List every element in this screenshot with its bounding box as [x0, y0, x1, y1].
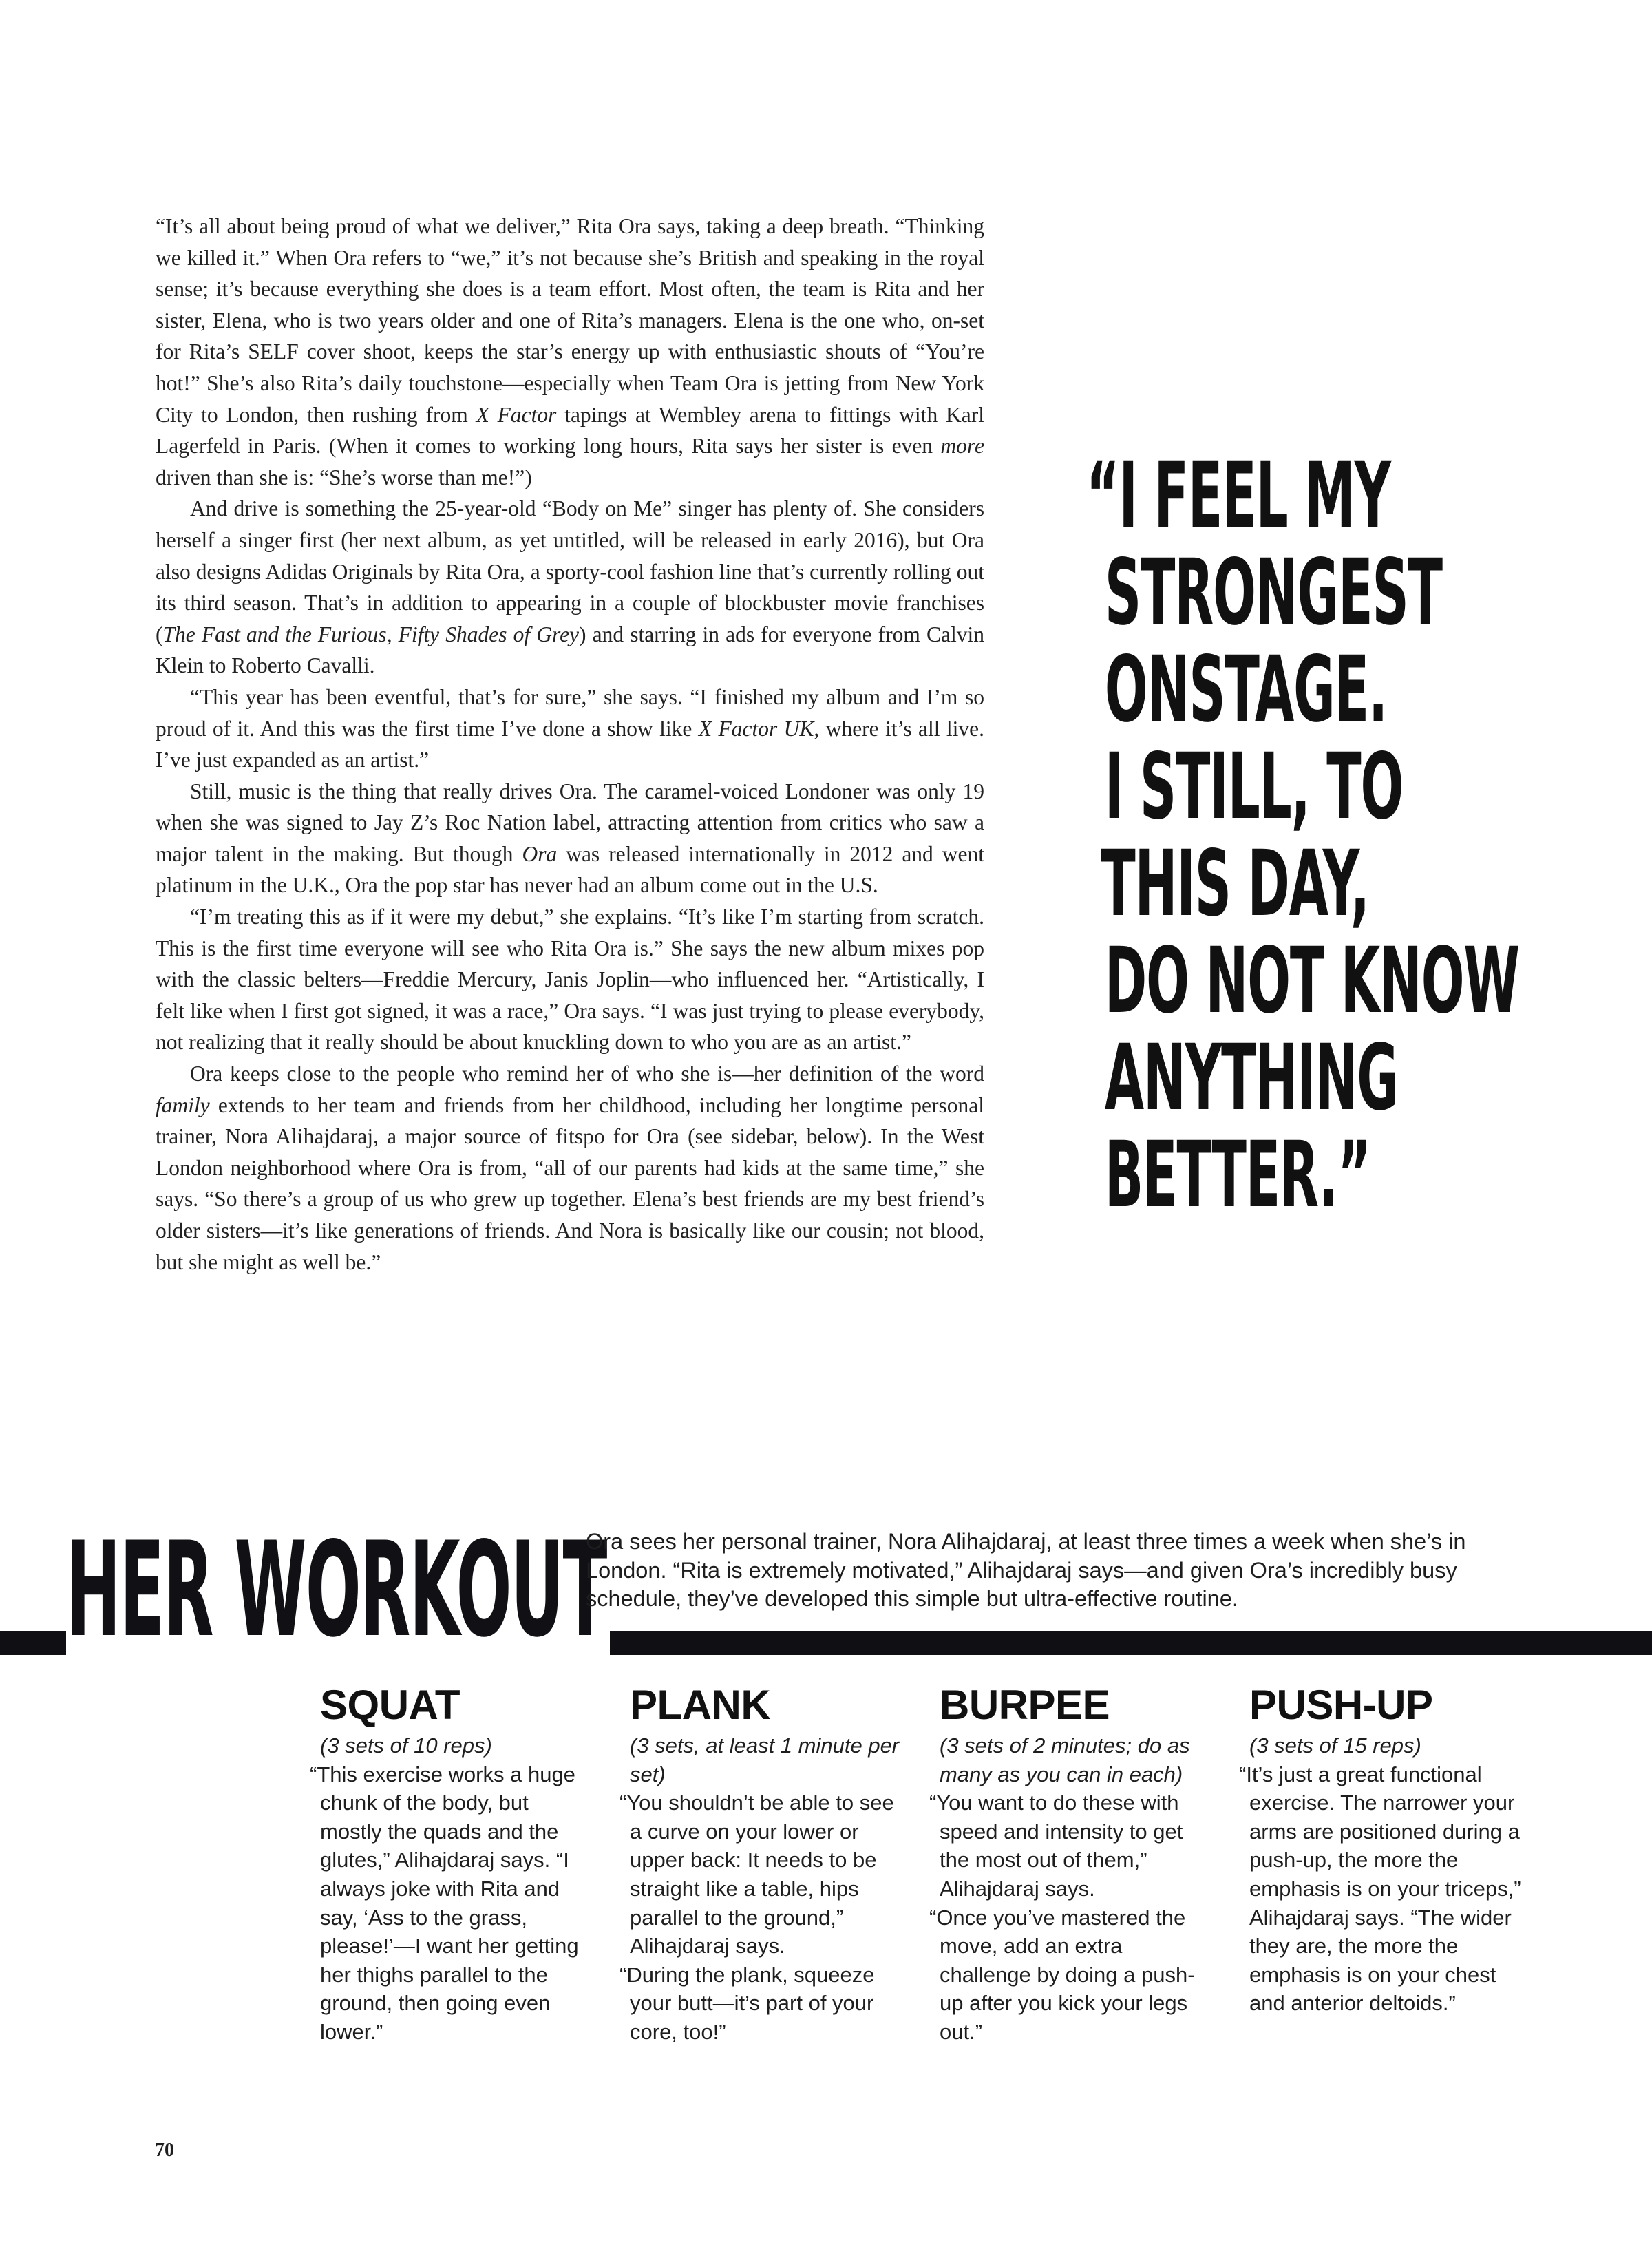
text-run: driven than she is: “She’s worse than me!”) — [156, 465, 532, 489]
pull-quote-line: I STILL, TO — [1104, 734, 1404, 840]
page-number: 70 — [155, 2140, 174, 2161]
pull-quote-line: STRONGEST — [1104, 540, 1442, 646]
text-run: extends to her team and friends from her childhood, including her longtime personal trainer, Nora Alihajdaraj, a major source of fitspo for Ora (see sidebar, below). In the West London neighborhood where Ora is from, “all of our parents had kids at the same time,” she says. “So there’s a group of us who grew up together. Elena’s best friends are my best friend’s older sisters—it’s like generations of friends. And Nora is basically like our cousin; not blood, but she might as well be.” — [156, 1093, 984, 1274]
exercise-quote: “You want to do these with speed and intensity to get the most out of them,” Alihajdaraj says. — [929, 1791, 1183, 1901]
exercise-sets: (3 sets of 10 reps) — [320, 1733, 492, 1758]
exercise-name: PLANK — [630, 1682, 771, 1728]
exercise-sets: (3 sets of 15 reps) — [1249, 1733, 1421, 1758]
text-run: And drive is something the 25-year-old “Body on Me” singer has plenty of. She considers herself a singer first (her next album, as yet untitled, will be released in early 2016), but Ora also designs Adidas Originals by Rita Ora, a sporty-cool fashion line that’s currently rolling out its third season. That’s in addition to appearing in a couple of blockbuster movie franchises ( — [156, 496, 984, 646]
exercise-quote: “This exercise works a huge chunk of the body, but mostly the quads and the glutes,” Alihajdaraj says. “I always joke with Rita and say, ‘Ass to the grass, please!’—I want her getting her thighs parallel to the ground, then going even lower.” — [310, 1762, 579, 2044]
exercise-burpee — [929, 1681, 1215, 2047]
exercise-name: PUSH-UP — [1249, 1682, 1433, 1728]
exercise-quote: “It’s just a great functional exercise. The narrower your arms are positioned during a push-up, the more the emphasis is on your triceps,” Alihajdaraj says. “The wider they are, the more the emphasis is on your chest and anterior deltoids.” — [1239, 1762, 1521, 2016]
pull-quote-line: ONSTAGE. — [1104, 637, 1388, 743]
text-run: Still, music is the thing that really drives Ora. The caramel-voiced Londoner was only 19 when she was signed to Jay Z’s Roc Nation label, attracting attention from critics who saw a major talent in the making. But though — [156, 779, 984, 866]
article-body — [156, 211, 984, 1278]
italic-text: more — [940, 434, 984, 458]
text-run: tapings at Wembley arena to fittings with Karl Lagerfeld in Paris. (When it comes to working long hours, Rita says her sister is even — [156, 402, 984, 458]
text-run: “It’s all about being proud of what we deliver,” Rita Ora says, taking a deep breath. “Thinking we killed it.” When Ora refers to “we,” it’s not because she’s British and speaking in the royal sense; it’s because everything she does is a team effort. Most often, the team is Rita and her sister, Elena, who is two years older and one of Rita’s managers. Elena is the one who, on-set for Rita’s SELF cover shoot, keeps the star’s energy up with enthusiastic shouts of “You’re hot!” She’s also Rita’s daily touchstone—especially when Team Ora is jetting from New York City to London, then rushing from — [156, 214, 984, 427]
exercise-quote: “Once you’ve mastered the move, add an extra challenge by doing a push-up after you kick your legs out.” — [929, 1905, 1195, 2044]
pull-quote-line: DO NOT KNOW — [1104, 928, 1519, 1034]
article-paragraph — [156, 776, 984, 901]
exercise-description — [310, 1760, 595, 2047]
exercise-quote: “You shouldn’t be able to see a curve on your lower or upper back: It needs to be straight like a table, hips parallel to the ground,” Alihajdaraj says. — [620, 1791, 894, 1959]
exercise-sets: (3 sets, at least 1 minute per set) — [630, 1733, 900, 1786]
italic-text: The Fast and the Furious, Fifty Shades of Grey — [162, 622, 580, 646]
article-paragraph — [156, 211, 984, 493]
text-run: “I’m treating this as if it were my debut,” she explains. “It’s like I’m starting from scratch. This is the first time everyone will see who Rita Ora is.” She says the new album mixes pop with the classic belters—Freddie Mercury, Janis Joplin—who influenced her. “Artistically, I felt like when I first got signed, it was a race,” Ora says. “I was just trying to please everybody, not realizing that it really should be about knuckling down to who you are as an artist.” — [156, 905, 984, 1055]
pull-quote-line: THIS DAY, — [1101, 831, 1369, 937]
exercise-description — [929, 1789, 1215, 2046]
article-paragraph — [156, 901, 984, 1058]
exercise-description — [1239, 1760, 1525, 2018]
exercise-sets: (3 sets of 2 minutes; do as many as you can in each) — [940, 1733, 1190, 1786]
text-run: Ora keeps close to the people who remind her of who she is—her definition of the word — [190, 1062, 984, 1086]
exercise-description — [620, 1789, 905, 2046]
italic-text: family — [156, 1093, 210, 1117]
exercise-squat — [310, 1681, 595, 2047]
italic-text: X Factor — [476, 402, 557, 427]
text-run: was released internationally in 2012 and went platinum in the U.K., Ora the pop star has never had an album come out in the U.S. — [156, 841, 984, 898]
text-run: ) and starring in ads for everyone from Calvin Klein to Roberto Cavalli. — [156, 622, 984, 678]
sidebar-title: HER WORKOUT — [66, 1525, 610, 1656]
sidebar-intro: Ora sees her personal trainer, Nora Alihajdaraj, at least three times a week when she’s in London. “Rita is extremely motivated,” Alihajdaraj says—and given Ora’s incredibly busy schedule, they’ve developed this simple but ultra-effective routine. — [586, 1529, 1466, 1612]
article-paragraph — [156, 493, 984, 682]
article-paragraph — [156, 1058, 984, 1278]
pull-quote-line: ANYTHING — [1104, 1025, 1398, 1131]
pull-quote-line: “I FEEL MY — [1086, 443, 1391, 549]
exercise-name: SQUAT — [320, 1682, 460, 1728]
text-run: , where it’s all live. I’ve just expanded as an artist.” — [156, 716, 985, 772]
article-paragraph — [156, 682, 984, 776]
italic-text: Ora — [522, 841, 558, 866]
exercise-name: BURPEE — [940, 1682, 1110, 1728]
text-run: “This year has been eventful, that’s for sure,” she says. “I finished my album and I’m so proud of it. And this was the first time I’ve done a show like — [156, 684, 984, 741]
exercise-quote: “During the plank, squeeze your butt—it’s part of your core, too!” — [620, 1962, 875, 2044]
exercise-plank — [620, 1681, 905, 2047]
italic-text: X Factor UK — [698, 716, 814, 741]
exercise-push-up — [1239, 1681, 1525, 2018]
pull-quote-line: BETTER.” — [1104, 1122, 1370, 1228]
pull-quote — [1086, 443, 1519, 1228]
